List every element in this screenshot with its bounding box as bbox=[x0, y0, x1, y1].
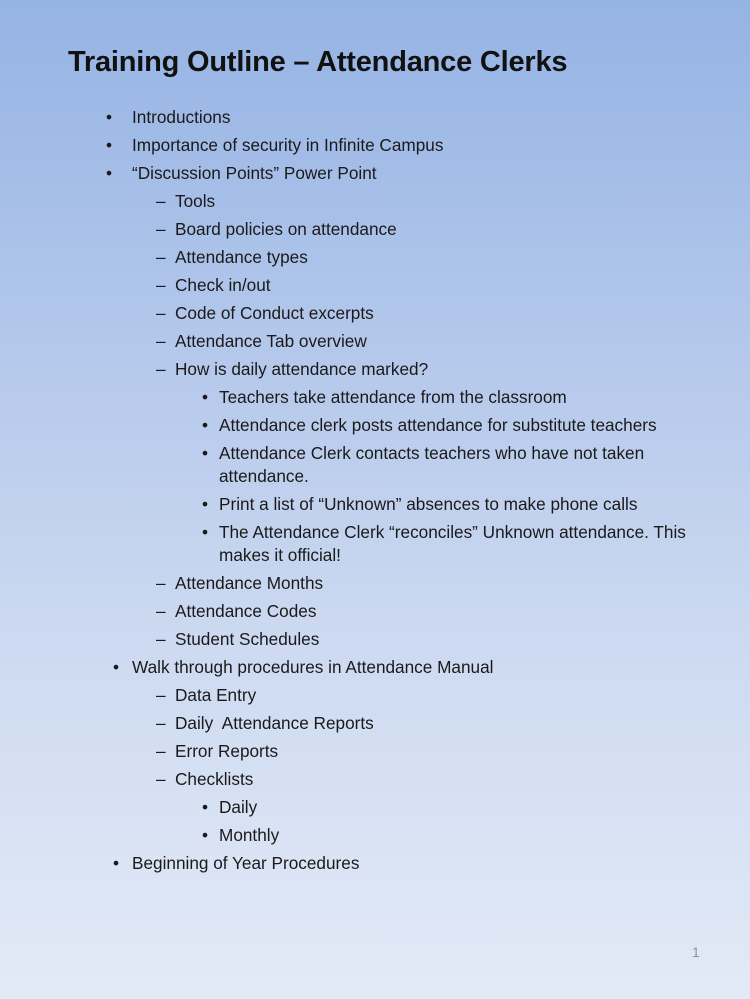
sub-item-text: Check in/out bbox=[175, 275, 271, 295]
sub-item bbox=[0, 569, 750, 597]
sub-sub-item bbox=[0, 793, 750, 821]
sub-item bbox=[0, 355, 750, 383]
bullet-icon: • bbox=[202, 825, 209, 845]
list-item bbox=[0, 103, 750, 131]
bullet-icon: • bbox=[202, 415, 209, 435]
slide-title: Training Outline – Attendance Clerks bbox=[68, 46, 568, 78]
page-number: 1 bbox=[692, 944, 700, 960]
bullet-icon: • bbox=[202, 387, 209, 407]
bullet-icon: • bbox=[106, 163, 113, 183]
dash-icon: – bbox=[156, 713, 166, 733]
sub-item bbox=[0, 215, 750, 243]
sub-sub-item bbox=[0, 518, 750, 569]
list-item-text: “Discussion Points” Power Point bbox=[132, 163, 377, 183]
dash-icon: – bbox=[156, 741, 166, 761]
sub-item-text: Attendance Codes bbox=[175, 601, 317, 621]
sub-item bbox=[0, 327, 750, 355]
list-item-text: Walk through procedures in Attendance Manual bbox=[132, 657, 494, 677]
bullet-icon: • bbox=[106, 107, 113, 127]
sub-item bbox=[0, 625, 750, 653]
sub-item bbox=[0, 271, 750, 299]
sub-item bbox=[0, 243, 750, 271]
dash-icon: – bbox=[156, 359, 166, 379]
bullet-icon: • bbox=[202, 443, 209, 463]
sub-sub-item bbox=[0, 821, 750, 849]
sub-item-text: Board policies on attendance bbox=[175, 219, 397, 239]
sub-sub-item-text: Print a list of “Unknown” absences to make phone calls bbox=[219, 494, 638, 514]
sub-sub-item-text: Daily bbox=[219, 797, 258, 817]
dash-icon: – bbox=[156, 331, 166, 351]
sub-item-text: Tools bbox=[175, 191, 216, 211]
list-item bbox=[0, 653, 750, 681]
list-item-text: Importance of security in Infinite Campus bbox=[132, 135, 444, 155]
sub-item bbox=[0, 187, 750, 215]
bullet-icon: • bbox=[202, 494, 209, 514]
list-item bbox=[0, 849, 750, 877]
sub-sub-item bbox=[0, 383, 750, 411]
sub-item bbox=[0, 765, 750, 793]
dash-icon: – bbox=[156, 601, 166, 621]
sub-sub-item-text: Teachers take attendance from the classroom bbox=[219, 387, 567, 407]
sub-item-text: Data Entry bbox=[175, 685, 257, 705]
sub-item-text: Student Schedules bbox=[175, 629, 320, 649]
sub-sub-item-text: Monthly bbox=[219, 825, 280, 845]
sub-sub-item-text: The Attendance Clerk “reconciles” Unknown attendance. This makes it official! bbox=[219, 522, 686, 565]
sub-item-text: How is daily attendance marked? bbox=[175, 359, 429, 379]
sub-sub-item bbox=[0, 490, 750, 518]
dash-icon: – bbox=[156, 219, 166, 239]
bullet-icon: • bbox=[202, 522, 209, 542]
list-item-text: Beginning of Year Procedures bbox=[132, 853, 360, 873]
dash-icon: – bbox=[156, 191, 166, 211]
sub-item-text: Attendance Months bbox=[175, 573, 324, 593]
sub-item bbox=[0, 737, 750, 765]
sub-item-text: Attendance Tab overview bbox=[175, 331, 367, 351]
sub-sub-item-text: Attendance clerk posts attendance for substitute teachers bbox=[219, 415, 657, 435]
sub-item-text: Error Reports bbox=[175, 741, 279, 761]
dash-icon: – bbox=[156, 303, 166, 323]
sub-item-text: Attendance types bbox=[175, 247, 308, 267]
sub-item-text: Daily Attendance Reports bbox=[175, 713, 374, 733]
dash-icon: – bbox=[156, 769, 166, 789]
bullet-icon: • bbox=[113, 853, 120, 873]
dash-icon: – bbox=[156, 573, 166, 593]
dash-icon: – bbox=[156, 629, 166, 649]
bullet-icon: • bbox=[113, 657, 120, 677]
bullet-icon: • bbox=[202, 797, 209, 817]
dash-icon: – bbox=[156, 685, 166, 705]
dash-icon: – bbox=[156, 275, 166, 295]
sub-sub-item bbox=[0, 439, 750, 490]
sub-sub-item-text: Attendance Clerk contacts teachers who have not taken attendance. bbox=[219, 443, 645, 486]
sub-item bbox=[0, 709, 750, 737]
bullet-icon: • bbox=[106, 135, 113, 155]
list-item bbox=[0, 159, 750, 187]
outline-list bbox=[0, 103, 750, 877]
sub-item bbox=[0, 597, 750, 625]
sub-item bbox=[0, 299, 750, 327]
sub-item-text: Code of Conduct excerpts bbox=[175, 303, 374, 323]
sub-sub-item bbox=[0, 411, 750, 439]
list-item bbox=[0, 131, 750, 159]
list-item-text: Introductions bbox=[132, 107, 231, 127]
sub-item-text: Checklists bbox=[175, 769, 254, 789]
dash-icon: – bbox=[156, 247, 166, 267]
sub-item bbox=[0, 681, 750, 709]
